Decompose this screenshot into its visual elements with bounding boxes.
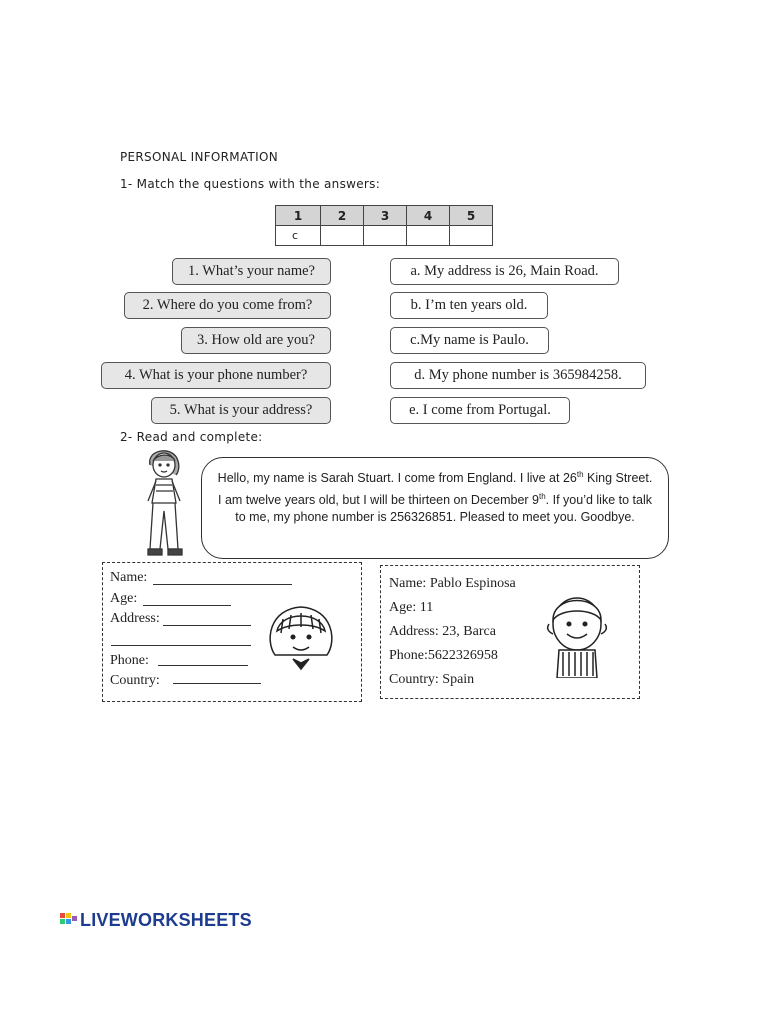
speech-bubble <box>201 457 669 559</box>
girl-figure-illustration <box>136 445 196 563</box>
country-blank[interactable] <box>173 683 261 684</box>
pablo-phone: Phone:5622326958 <box>389 648 498 663</box>
answer-cell-1[interactable]: c <box>276 226 321 246</box>
logo-icon <box>60 913 78 929</box>
answer-e: e. I come from Portugal. <box>390 397 570 424</box>
table-header-1: 1 <box>276 206 321 226</box>
bubble-text-part-3: . If you’d like to talk to me, my phone number is 256326851. Pleased to meet you. Goodbye. <box>235 492 652 525</box>
answer-cell-5[interactable] <box>450 226 493 246</box>
address-label: Address: <box>110 611 160 626</box>
pablo-info-card <box>380 565 640 699</box>
phone-blank[interactable] <box>158 665 248 666</box>
answer-cell-3[interactable] <box>364 226 407 246</box>
pablo-address: Address: 23, Barca <box>389 624 496 639</box>
question-5: 5. What is your address? <box>151 397 331 424</box>
question-2: 2. Where do you come from? <box>124 292 331 319</box>
age-label: Age: <box>110 591 138 606</box>
answer-a: a. My address is 26, Main Road. <box>390 258 619 285</box>
bubble-text-part-1: Hello, my name is Sarah Stuart. I come from England. I live at 26 <box>217 471 577 486</box>
answer-d: d. My phone number is 365984258. <box>390 362 646 389</box>
exercise-1-instruction: 1- Match the questions with the answers: <box>120 177 381 191</box>
page-title: PERSONAL INFORMATION <box>120 150 279 164</box>
name-blank[interactable] <box>153 584 292 585</box>
pablo-name: Name: Pablo Espinosa <box>389 576 516 591</box>
name-label: Name: <box>110 570 148 585</box>
table-header-5: 5 <box>450 206 493 226</box>
table-header-2: 2 <box>321 206 364 226</box>
question-3: 3. How old are you? <box>181 327 331 354</box>
answer-b: b. I’m ten years old. <box>390 292 548 319</box>
question-4: 4. What is your phone number? <box>101 362 331 389</box>
bubble-text-part-2: King Street. I am twelve years old, but I will be thirteen on December 9 <box>218 471 653 507</box>
bubble-superscript-1: th <box>576 470 584 479</box>
sarah-info-card <box>102 562 362 702</box>
exercise-2-instruction: 2- Read and complete: <box>120 430 263 444</box>
pablo-country: Country: Spain <box>389 672 475 687</box>
answer-cell-4[interactable] <box>407 226 450 246</box>
table-header-4: 4 <box>407 206 450 226</box>
bubble-superscript-2: th <box>539 491 546 501</box>
phone-label: Phone: <box>110 653 149 668</box>
logo-text: LIVEWORKSHEETS <box>80 910 252 930</box>
question-1: 1. What’s your name? <box>172 258 331 285</box>
age-blank[interactable] <box>143 605 231 606</box>
liveworksheets-logo <box>60 910 252 931</box>
pablo-age: Age: 11 <box>389 600 434 615</box>
country-label: Country: <box>110 673 160 688</box>
address-blank-1[interactable] <box>163 625 251 626</box>
table-header-3: 3 <box>364 206 407 226</box>
answer-cell-2[interactable] <box>321 226 364 246</box>
answer-c: c.My name is Paulo. <box>390 327 549 354</box>
address-blank-2[interactable] <box>111 645 251 646</box>
girl-face-illustration <box>263 601 339 671</box>
boy-face-illustration <box>541 590 613 678</box>
answer-table <box>275 205 493 246</box>
